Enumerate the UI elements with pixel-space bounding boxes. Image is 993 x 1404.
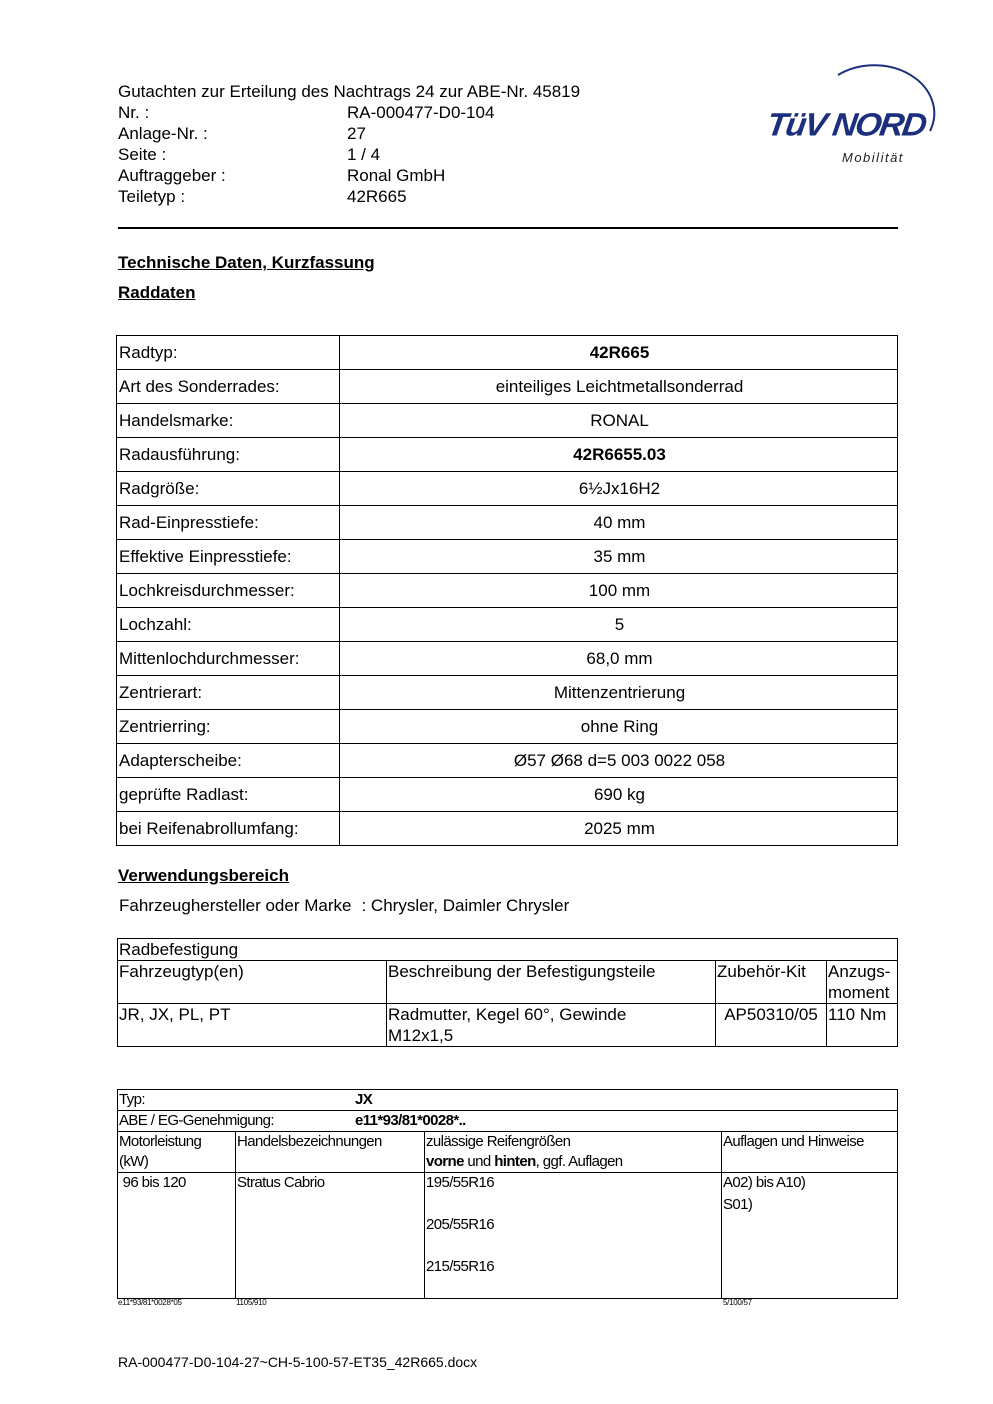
wheel-data-value: 100 mm [340, 574, 898, 608]
trade-value: Stratus Cabrio [236, 1173, 425, 1299]
wheel-data-label: Art des Sonderrades: [117, 370, 340, 404]
abe-value: e11*93/81*0028*.. [355, 1112, 466, 1129]
wheel-data-label: geprüfte Radlast: [117, 778, 340, 812]
wheel-data-row [117, 676, 898, 710]
fixing-header-kit: Zubehör-Kit [716, 961, 827, 1004]
header-divider [118, 227, 898, 229]
manufacturer-value: Chrysler, Daimler Chrysler [370, 896, 570, 915]
wheel-data-value: 6½Jx16H2 [340, 472, 898, 506]
wheel-data-value: 35 mm [340, 540, 898, 574]
header-title: Gutachten zur Erteilung des Nachtrags 24 zur ABE-Nr. 45819 [118, 82, 581, 101]
section-title-tech: Technische Daten, Kurzfassung [118, 253, 375, 272]
wheel-data-row [117, 608, 898, 642]
wheel-data-row [117, 404, 898, 438]
wheel-data-row [117, 540, 898, 574]
wheel-data-row [117, 336, 898, 370]
header-row-teiletyp: Teiletyp : 42R665 [118, 187, 407, 206]
header-row-seite: Seite : 1 / 4 [118, 145, 381, 164]
type-label: Typ: [119, 1091, 145, 1108]
wheel-data-row [117, 574, 898, 608]
small-footer-approval: e11*93/81*0028*05 [118, 1298, 182, 1307]
wheel-data-label: Mittenlochdurchmesser: [117, 642, 340, 676]
wheel-data-value: 690 kg [340, 778, 898, 812]
fixing-header-desc: Beschreibung der Befestigungsteile [387, 961, 716, 1004]
header-row-auftraggeber: Auftraggeber : Ronal GmbH [118, 166, 446, 185]
manufacturer-label: Fahrzeughersteller oder Marke [119, 896, 352, 915]
power-value: 96 bis 120 [118, 1173, 236, 1299]
header-notes: Auflagen und Hinweise [722, 1132, 898, 1173]
footer-filename: RA-000477-D0-104-27~CH-5-100-57-ET35_42R665.docx [118, 1354, 478, 1370]
wheel-data-label: Handelsmarke: [117, 404, 340, 438]
wheel-data-label: Rad-Einpresstiefe: [117, 506, 340, 540]
header-row-nr: Nr. : RA-000477-D0-104 [118, 103, 495, 122]
small-footer-code: 1105/910 [236, 1298, 267, 1307]
wheel-data-value: Ø57 Ø68 d=5 003 0022 058 [340, 744, 898, 778]
wheel-data-value: 40 mm [340, 506, 898, 540]
vehicle-type-table [117, 1089, 898, 1299]
wheel-data-row [117, 710, 898, 744]
wheel-data-row [117, 472, 898, 506]
section-title-wheel: Raddaten [118, 283, 196, 302]
wheel-data-row [117, 370, 898, 404]
wheel-data-row [117, 506, 898, 540]
tire-size: 205/55R16 [426, 1216, 494, 1233]
fixing-title: Radbefestigung [118, 939, 898, 961]
notes-value: A02) bis A10) S01) [722, 1173, 898, 1299]
wheel-data-label: Radtyp: [117, 336, 340, 370]
header-tires: zulässige Reifengrößen vorne und hinten, ggf. Auflagen [425, 1132, 722, 1173]
header-trade: Handelsbezeichnungen [236, 1132, 425, 1173]
tuv-nord-logo: TüV NORD [764, 106, 928, 144]
wheel-fixing-table [117, 938, 898, 1047]
type-row [118, 1090, 898, 1111]
wheel-data-row [117, 778, 898, 812]
fixing-torque: 110 Nm [827, 1004, 898, 1047]
small-footer-ref: 5/100/57 [723, 1298, 752, 1307]
wheel-data-label: Zentrierart: [117, 676, 340, 710]
wheel-data-label: Effektive Einpresstiefe: [117, 540, 340, 574]
wheel-data-value: einteiliges Leichtmetallsonderrad [340, 370, 898, 404]
wheel-data-row [117, 812, 898, 846]
wheel-data-label: Adapterscheibe: [117, 744, 340, 778]
wheel-data-value: 5 [340, 608, 898, 642]
fixing-types: JR, JX, PL, PT [118, 1004, 387, 1047]
wheel-data-label: Zentrierring: [117, 710, 340, 744]
wheel-data-label: bei Reifenabrollumfang: [117, 812, 340, 846]
fixing-title-row [118, 939, 898, 961]
type-header-row [118, 1132, 898, 1173]
abe-row [118, 1111, 898, 1132]
wheel-data-value: 68,0 mm [340, 642, 898, 676]
header-row-anlage: Anlage-Nr. : 27 [118, 124, 366, 143]
wheel-data-value: ohne Ring [340, 710, 898, 744]
manufacturer-sep: : [361, 896, 367, 915]
wheel-data-label: Lochzahl: [117, 608, 340, 642]
tire-size: 215/55R16 [426, 1258, 494, 1275]
wheel-data-value: RONAL [340, 404, 898, 438]
fixing-header-row [118, 961, 898, 1004]
header-power: Motorleistung (kW) [118, 1132, 236, 1173]
tire-size: 195/55R16 [426, 1174, 494, 1191]
type-value: JX [355, 1091, 373, 1108]
wheel-data-label: Radausführung: [117, 438, 340, 472]
wheel-data-value: 42R6655.03 [340, 438, 898, 472]
logo-subtitle: Mobilität [842, 150, 904, 165]
fixing-header-types: Fahrzeugtyp(en) [118, 961, 387, 1004]
wheel-data-row [117, 642, 898, 676]
wheel-data-label: Radgröße: [117, 472, 340, 506]
fixing-kit: AP50310/05 [716, 1004, 827, 1047]
wheel-data-row [117, 744, 898, 778]
wheel-data-value: 42R665 [340, 336, 898, 370]
type-data-row [118, 1173, 898, 1299]
tire-sizes [425, 1173, 722, 1299]
header-block [118, 81, 678, 207]
wheel-data-value: Mittenzentrierung [340, 676, 898, 710]
abe-label: ABE / EG-Genehmigung: [119, 1112, 274, 1129]
fixing-desc: Radmutter, Kegel 60°, Gewinde M12x1,5 [387, 1004, 716, 1047]
wheel-data-table [116, 335, 898, 846]
fixing-row [118, 1004, 898, 1047]
wheel-data-label: Lochkreisdurchmesser: [117, 574, 340, 608]
section-title-usage: Verwendungsbereich [118, 866, 289, 885]
wheel-data-value: 2025 mm [340, 812, 898, 846]
fixing-header-torque: Anzugs- moment [827, 961, 898, 1004]
manufacturer-line [119, 896, 569, 916]
wheel-data-row [117, 438, 898, 472]
